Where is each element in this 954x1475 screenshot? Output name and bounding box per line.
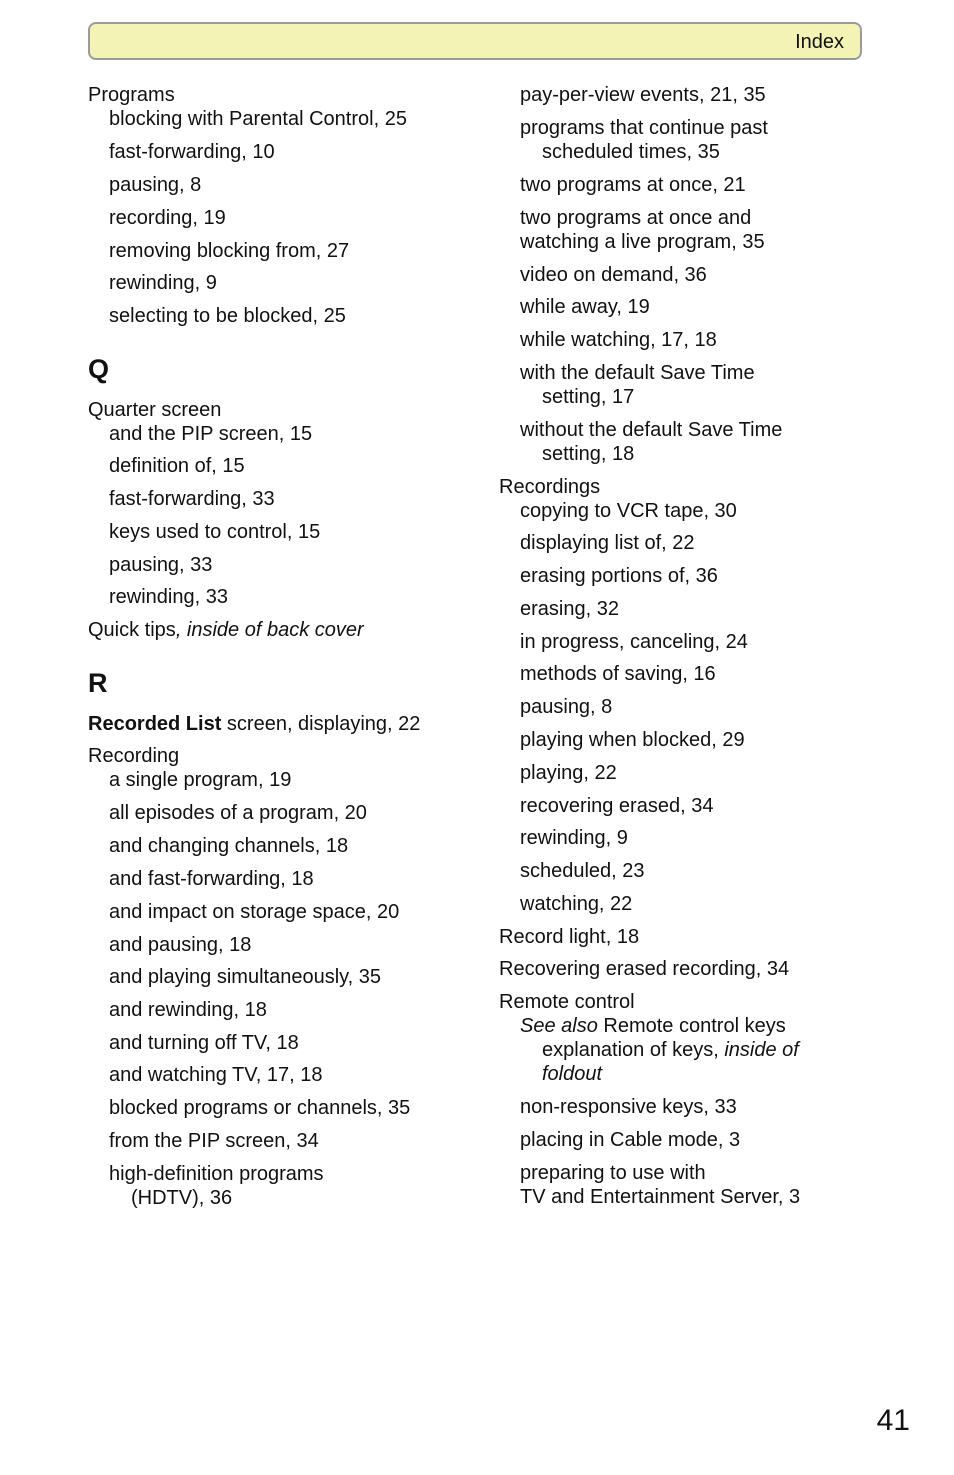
index-subentry: methods of saving, 16 [520, 663, 716, 685]
index-subentry: rewinding, 9 [520, 827, 628, 849]
index-subentry: video on demand, 36 [520, 264, 707, 286]
index-entry: Quarter screen [88, 399, 222, 421]
index-subentry: setting, 17 [542, 386, 635, 408]
index-entry: Record light, 18 [499, 926, 640, 948]
index-subentry: fast-forwarding, 10 [109, 141, 275, 163]
index-subentry: TV and Entertainment Server, 3 [520, 1186, 801, 1208]
index-entry: Recording [88, 745, 180, 767]
index-subentry: copying to VCR tape, 30 [520, 500, 737, 522]
index-subentry: preparing to use with [520, 1162, 706, 1184]
index-text-part: foldout [542, 1063, 603, 1085]
index-subentry: playing when blocked, 29 [520, 729, 745, 751]
index-subentry: and fast-forwarding, 18 [109, 868, 314, 890]
index-subentry: and playing simultaneously, 35 [109, 966, 382, 988]
index-text-part: See also [520, 1015, 598, 1037]
index-text-part: explanation of keys, [542, 1039, 725, 1061]
index-subentry: two programs at once, 21 [520, 174, 746, 196]
index-text-part: , inside of back cover [175, 619, 364, 641]
index-subentry: high-definition programs [109, 1163, 324, 1185]
index-text-part: screen, displaying, 22 [221, 713, 421, 735]
index-subentry: playing, 22 [520, 762, 617, 784]
index-text-part: Quick tips [88, 619, 176, 641]
index-subentry: scheduled times, 35 [542, 141, 720, 163]
index-subentry: pausing, 33 [109, 554, 213, 576]
index-subentry: fast-forwarding, 33 [109, 488, 275, 510]
index-subentry: erasing, 32 [520, 598, 619, 620]
index-subentry: selecting to be blocked, 25 [109, 305, 346, 327]
index-subentry [520, 1015, 786, 1038]
index-subentry: pausing, 8 [109, 174, 202, 196]
index-subentry: and turning off TV, 18 [109, 1032, 299, 1054]
index-subentry: and the PIP screen, 15 [109, 423, 313, 445]
index-text-part: Remote control keys [597, 1015, 786, 1037]
index-subentry: all episodes of a program, 20 [109, 802, 367, 824]
index-entry: Recordings [499, 476, 601, 498]
index-header-bar [88, 22, 862, 60]
index-subentry: blocking with Parental Control, 25 [109, 108, 407, 130]
index-subentry: removing blocking from, 27 [109, 240, 350, 262]
index-text-part: Recorded List [88, 713, 222, 735]
index-subentry [542, 1063, 602, 1086]
header-title: Index [795, 31, 844, 53]
index-subentry: setting, 18 [542, 443, 635, 465]
index-subentry: and rewinding, 18 [109, 999, 267, 1021]
index-subentry: blocked programs or channels, 35 [109, 1097, 411, 1119]
index-subentry: recovering erased, 34 [520, 795, 714, 817]
index-subentry: programs that continue past [520, 117, 768, 139]
index-subentry: watching, 22 [520, 893, 633, 915]
index-entry [88, 713, 420, 736]
index-subentry: in progress, canceling, 24 [520, 631, 748, 653]
index-subentry: rewinding, 33 [109, 586, 228, 608]
index-subentry: from the PIP screen, 34 [109, 1130, 319, 1152]
index-subentry: and impact on storage space, 20 [109, 901, 400, 923]
index-subentry: keys used to control, 15 [109, 521, 321, 543]
index-subentry: a single program, 19 [109, 769, 292, 791]
index-entry: Recovering erased recording, 34 [499, 958, 790, 980]
index-subentry: placing in Cable mode, 3 [520, 1129, 741, 1151]
index-subentry: pay-per-view events, 21, 35 [520, 84, 766, 106]
section-letter-heading: R [88, 668, 108, 698]
index-subentry: while away, 19 [520, 296, 650, 318]
index-subentry: without the default Save Time [520, 419, 783, 441]
index-subentry: (HDTV), 36 [131, 1187, 233, 1209]
index-subentry: rewinding, 9 [109, 272, 217, 294]
index-subentry: with the default Save Time [520, 362, 755, 384]
index-subentry: pausing, 8 [520, 696, 613, 718]
index-entry: Remote control [499, 991, 635, 1013]
index-subentry: displaying list of, 22 [520, 532, 695, 554]
page-number: 41 [876, 1404, 910, 1437]
index-subentry: and watching TV, 17, 18 [109, 1064, 323, 1086]
index-subentry [542, 1039, 799, 1062]
index-subentry: recording, 19 [109, 207, 226, 229]
index-subentry: while watching, 17, 18 [520, 329, 717, 351]
index-subentry: and changing channels, 18 [109, 835, 349, 857]
index-entry: Programs [88, 84, 175, 106]
index-text-part: inside of [724, 1039, 799, 1061]
index-subentry: scheduled, 23 [520, 860, 645, 882]
index-subentry: and pausing, 18 [109, 934, 252, 956]
section-letter-heading: Q [88, 354, 110, 384]
index-entry [88, 619, 364, 642]
index-subentry: watching a live program, 35 [520, 231, 765, 253]
index-subentry: erasing portions of, 36 [520, 565, 718, 587]
index-subentry: two programs at once and [520, 207, 752, 229]
index-subentry: non-responsive keys, 33 [520, 1096, 737, 1118]
index-subentry: definition of, 15 [109, 455, 245, 477]
